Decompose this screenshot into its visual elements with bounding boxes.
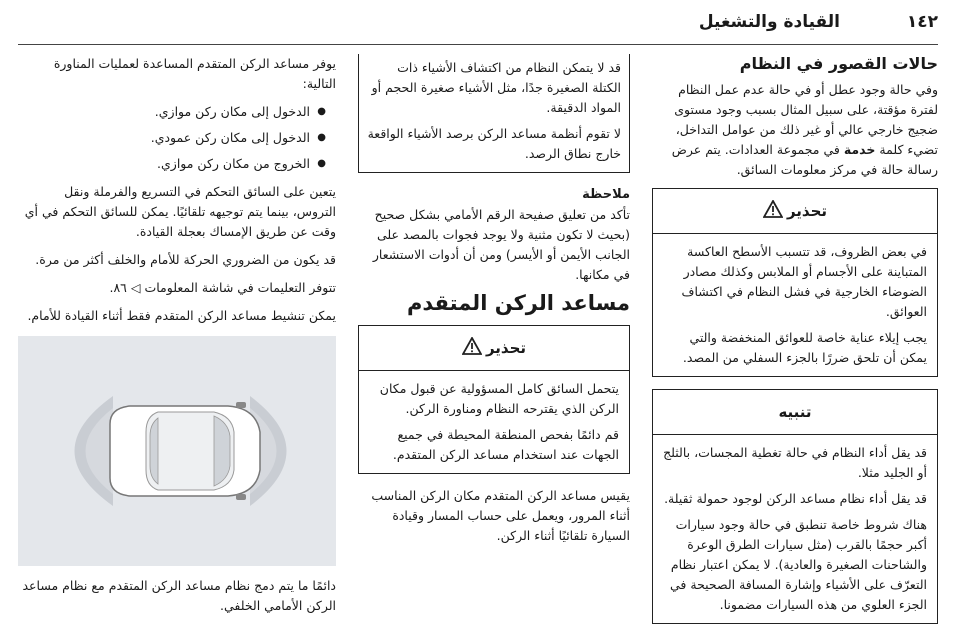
notice-paragraph: قد يقل أداء نظام مساعد الركن لوجود حمولة ثقيلة. [664,491,927,506]
section-heading-advanced-park-assist: مساعد الركن المتقدم [407,291,630,315]
page-header [0,0,960,46]
warning-paragraph: في بعض الظروف، قد تتسبب الأسطح العاكسة المتباينة على الأجسام أو الملابس وكذلك مصادر الضوضاء الخارجية في فشل النظام في اكتشاف العوائق. [681,244,927,319]
warning-paragraph: يتحمل السائق كامل المسؤولية عن قبول مكان الركن الذي يقترحه النظام ومناورة الركن. [379,381,619,416]
car-sensor-illustration [18,336,336,566]
warning-paragraph: قم دائمًا بفحص المنطقة المحيطة في جميع الجهات عند استخدام مساعد الركن المتقدم. [392,427,619,462]
warning-box-right [652,188,938,377]
note-text: تأكد من تعليق صفيحة الرقم الأمامي بشكل صحيح (بحيث لا تكون مثنية ولا يوجد فجوات بالمصد على الجانب الأيمن أو الأيسر) ومن أن أدوات الاستشعار في مكانها. [372,207,630,282]
list-item: ● الدخول إلى مكان ركن موازي. [18,102,326,122]
warning-box-middle [358,325,630,474]
notice-box [652,389,938,624]
note-title: ملاحظة [582,187,630,202]
figure-caption: دائمًا ما يتم دمج نظام مساعد الركن المتقدم مع نظام مساعد الركن الأمامي الخلفي. [22,578,336,613]
warning-box-body [359,371,629,473]
warning-triangle-icon [462,337,482,360]
notice-title: تنبيه [778,403,812,421]
activation-forward-text: يمكن تنشيط مساعد الركن المتقدم فقط أثناء القيادة للأمام. [27,308,336,323]
notice-box-header [653,390,937,435]
multiple-moves-text: قد يكون من الضروري الحركة للأمام والخلف أكثر من مرة. [35,252,336,267]
advanced-assist-description: يقيس مساعد الركن المتقدم مكان الركن المناسب أثناء المرور، ويعمل على حساب المسار وقيادة السيارة تلقائيًا أثناء الركن. [371,488,630,543]
service-word: خدمة [843,142,876,157]
continued-warning-body [359,54,629,172]
chapter-title: القيادة والتشغيل [698,12,840,32]
warning-title: تحذير [485,339,527,357]
notice-paragraph: قد يقل أداء النظام في حالة تغطية المجسات، بالثلج أو الجليد مثلا. [663,445,927,480]
car-top-view [110,402,260,500]
warning-box-header [359,326,629,371]
section-heading-faults: حالات القصور في النظام [739,54,938,73]
list-item: ● الدخول إلى مكان ركن عمودي. [18,128,326,148]
warning-box-header [653,189,937,234]
warning-title: تحذير [786,202,828,220]
notice-box-body [653,435,937,623]
faults-intro-text: وفي حالة وجود عطل أو في حالة عدم عمل النظام لفترة مؤقتة، على سبيل المثال بسبب وجود مستوى ضجيج خارجي عالي أو غير ذلك من عوامل التداخل، تضيء كلمة [674,82,938,157]
warning-box-body [653,234,937,376]
faults-intro [652,80,938,180]
maneuvers-list [18,102,336,174]
column-middle [358,54,630,554]
driver-control-text: يتعين على السائق التحكم في التسريع والفرملة ونقل التروس، بينما يتم توجيهه تلقائيًا. يمكن للسائق التحكم في أي وقت عن طريق الإمساك بعجلة القيادة. [24,184,336,239]
faults-intro-tail: في مجموعة العدادات. يتم عرض رسالة حالة في مركز معلومات السائق. [671,142,938,177]
header-divider [18,44,938,45]
column-left [18,54,336,624]
warning-paragraph: يجب إيلاء عناية خاصة للعوائق المنخفضة والتي يمكن أن تلحق ضررًا بالجزء السفلي من المصد. [682,330,927,365]
car-sensor-figure [18,336,336,566]
continued-paragraph: لا تقوم أنظمة مساعد الركن برصد الأشياء الواقعة خارج نطاق الرصد. [367,126,621,161]
info-display-reference: تتوفر التعليمات في شاشة المعلومات ◁ ٨٦. [109,280,336,295]
notice-paragraph: هناك شروط خاصة تنطبق في حالة وجود سيارات أكبر حجمًا بالقرب (مثل سيارات الطرق الوعرة والشاحنات الصغيرة والعادية). لا يمكن اعتبار نظام التعرّف على الأشياء وإشارة المسافة الصحيحة في الجزء العلوي من هذه السيارات مضمونا. [670,517,927,612]
continued-warning-box [358,54,630,173]
list-item: ● الخروج من مكان ركن موازي. [18,154,326,174]
column-right [652,54,938,636]
maneuvers-intro: يوفر مساعد الركن المتقدم المساعدة لعمليات المناورة التالية: [53,56,336,91]
continued-paragraph: قد لا يتمكن النظام من اكتشاف الأشياء ذات الكتلة الصغيرة جدًا، مثل الأشياء صغيرة الحجم أو المواد الدقيقة. [371,60,621,115]
page-number: ١٤٢ [906,12,938,32]
warning-triangle-icon [763,200,783,223]
